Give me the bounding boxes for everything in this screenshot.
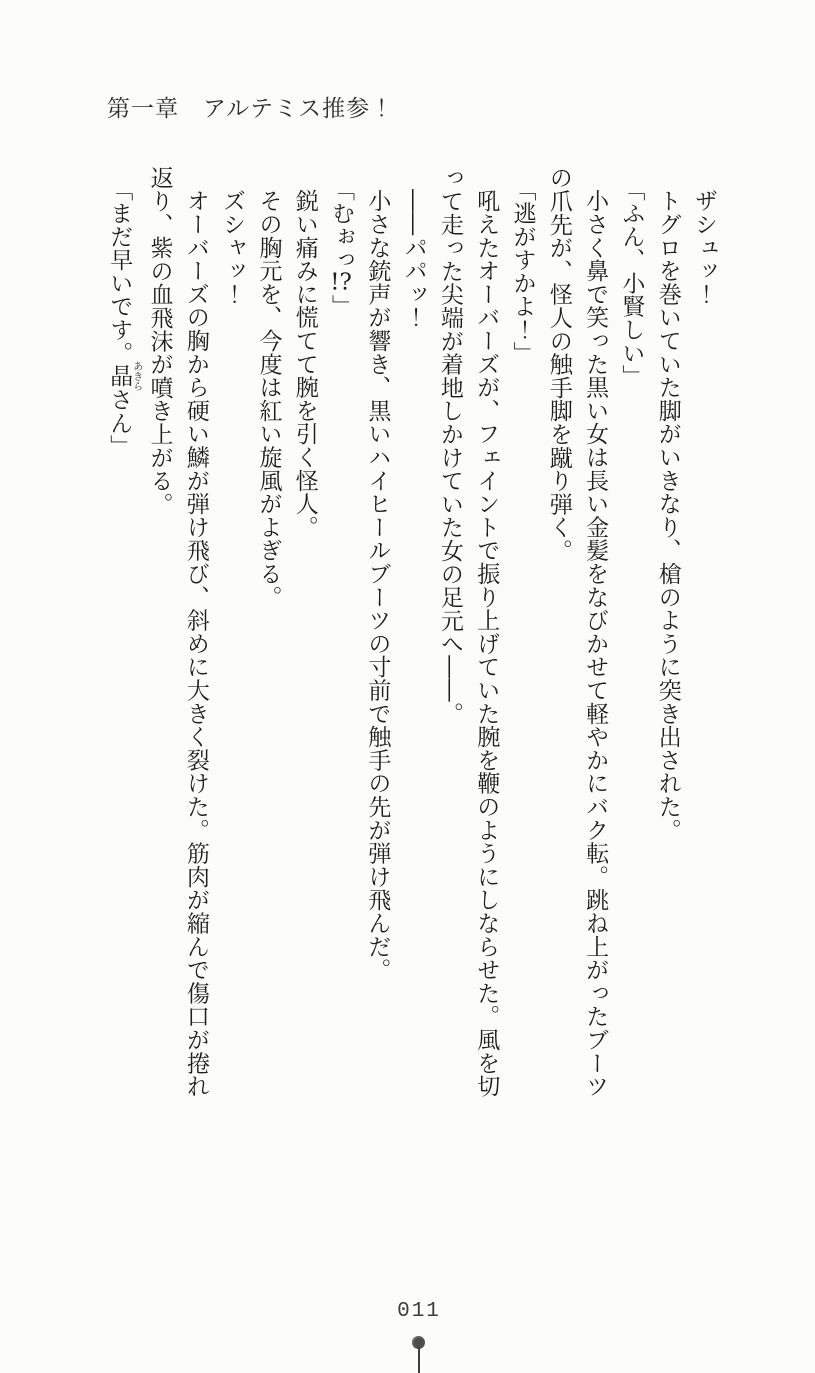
text-line: オーバーズの胸から硬い鱗が弾け飛び、斜めに大きく裂けた。筋肉が縮んで傷口が捲れ <box>182 189 209 1098</box>
text-line: 「むぉっ!?」 <box>328 177 355 318</box>
text-line: って走った尖端が着地しかけていた女の足元へ――。 <box>436 166 463 726</box>
text-line: 「ふん、小賢しい」 <box>618 177 645 388</box>
furigana: あきら <box>130 360 142 391</box>
text-line: の爪先が、怪人の触手脚を蹴り弾く。 <box>545 166 572 563</box>
text-line: その胸元を、今度は紅い旋風がよぎる。 <box>255 189 282 609</box>
binding-stem-line <box>418 1347 420 1373</box>
ruby-base: 晶あきら <box>106 360 142 391</box>
text-line: ズシャッ！ <box>219 189 246 306</box>
chapter-header: 第一章 アルテミス推参！ <box>107 96 395 122</box>
tate-chu-yoko: !? <box>330 270 352 294</box>
text-line: トグロを巻いていた脚がいきなり、槍のように突き出された。 <box>654 189 681 842</box>
page-number: 011 <box>397 1300 441 1323</box>
text-line: 吼えたオーバーズが、フェイントで振り上げていた腕を鞭のようにしならせた。風を切 <box>473 189 500 1098</box>
text-line: 小さな銃声が響き、黒いハイヒールブーツの寸前で触手の先が弾け飛んだ。 <box>364 189 391 982</box>
text-line: 返り、紫の血飛沫が噴き上がる。 <box>146 166 173 516</box>
text-line: 鋭い痛みに慌てて腕を引く怪人。 <box>291 189 318 539</box>
text-line: 「逃がすかよ！」 <box>509 177 536 364</box>
text-line: ――パパッ！ <box>400 189 427 329</box>
text-line: 小さく鼻で笑った黒い女は長い金髪をなびかせて軽やかにバク転。跳ね上がったブーツ <box>582 189 609 1098</box>
text-line: ザシュッ！ <box>691 189 717 306</box>
body-text <box>98 166 722 1131</box>
text-line: 「まだ早いです。晶あきらさん」 <box>106 177 142 458</box>
